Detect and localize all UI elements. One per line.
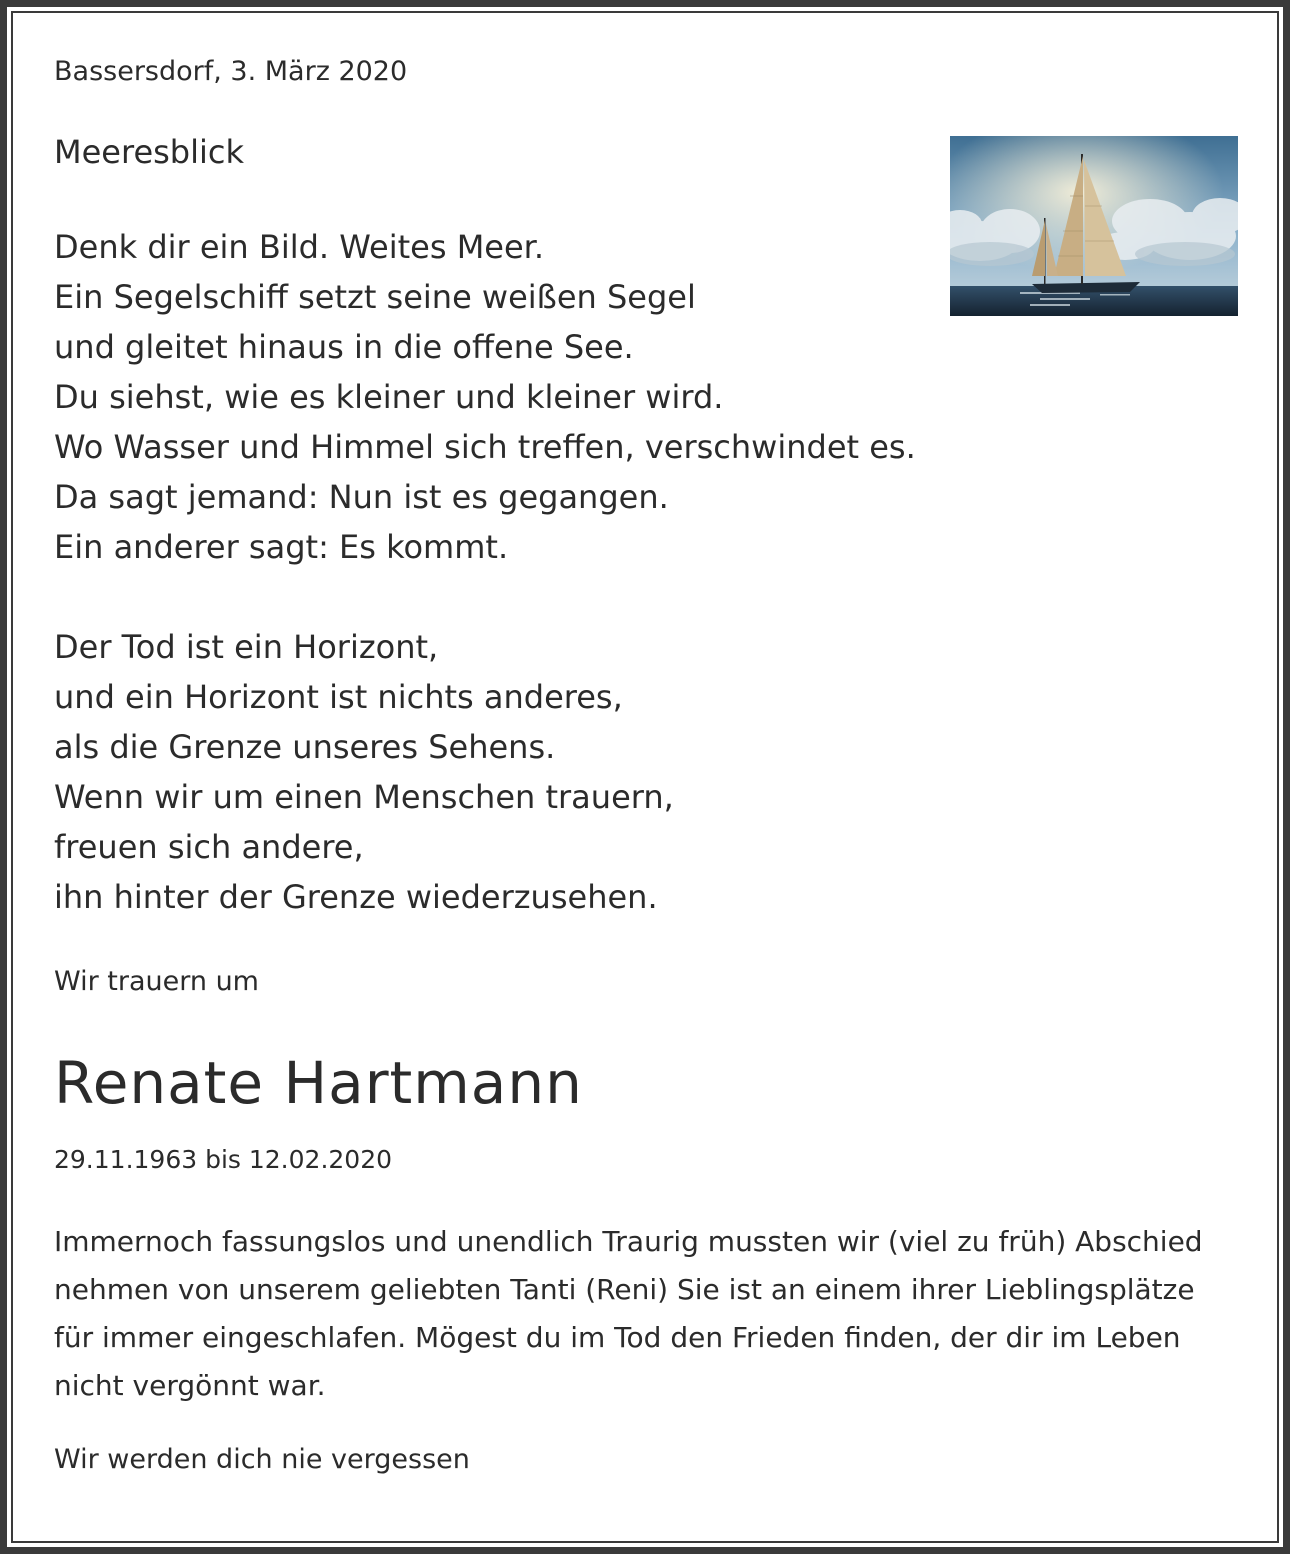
obituary-content: [54, 52, 1234, 1480]
poem-line: Der Tod ist ein Horizont,: [54, 628, 439, 666]
poem-line: Wenn wir um einen Menschen trauern,: [54, 778, 674, 816]
poem-line: und ein Horizont ist nichts anderes,: [54, 678, 623, 716]
poem-line: Wo Wasser und Himmel sich treffen, verschwindet es.: [54, 428, 916, 466]
life-dates: 29.11.1963 bis 12.02.2020: [54, 1145, 393, 1174]
poem-line: ihn hinter der Grenze wiederzusehen.: [54, 878, 658, 916]
poem-line: und gleitet hinaus in die offene See.: [54, 328, 634, 366]
poem-line: Du siehst, wie es kleiner und kleiner wird.: [54, 378, 724, 416]
place-date: Bassersdorf, 3. März 2020: [54, 56, 408, 87]
poem-line: Da sagt jemand: Nun ist es gegangen.: [54, 478, 669, 516]
poem-line: Ein anderer sagt: Es kommt.: [54, 528, 509, 566]
condolence-message: Immernoch fassungslos und unendlich Traurig mussten wir (viel zu früh) Abschied nehmen von unserem geliebten Tanti (Reni) Sie ist an einem ihrer Lieblingsplätze für immer eingeschlafen. Mögest du im Tod den Frieden finden, der dir im Leben nicht vergönnt war.: [54, 1225, 1203, 1402]
mourning-intro: Wir trauern um: [54, 966, 259, 997]
deceased-name: Renate Hartmann: [54, 1049, 583, 1117]
poem-title: Meeresblick: [54, 133, 245, 171]
farewell-line: Wir werden dich nie vergessen: [54, 1444, 470, 1475]
poem-line: Ein Segelschiff setzt seine weißen Segel: [54, 278, 696, 316]
poem-line: freuen sich andere,: [54, 828, 364, 866]
poem-line: Denk dir ein Bild. Weites Meer.: [54, 228, 545, 266]
poem-line: als die Grenze unseres Sehens.: [54, 728, 556, 766]
poem-stanza-2: [54, 622, 1234, 922]
poem-stanza-1: [54, 222, 1234, 572]
